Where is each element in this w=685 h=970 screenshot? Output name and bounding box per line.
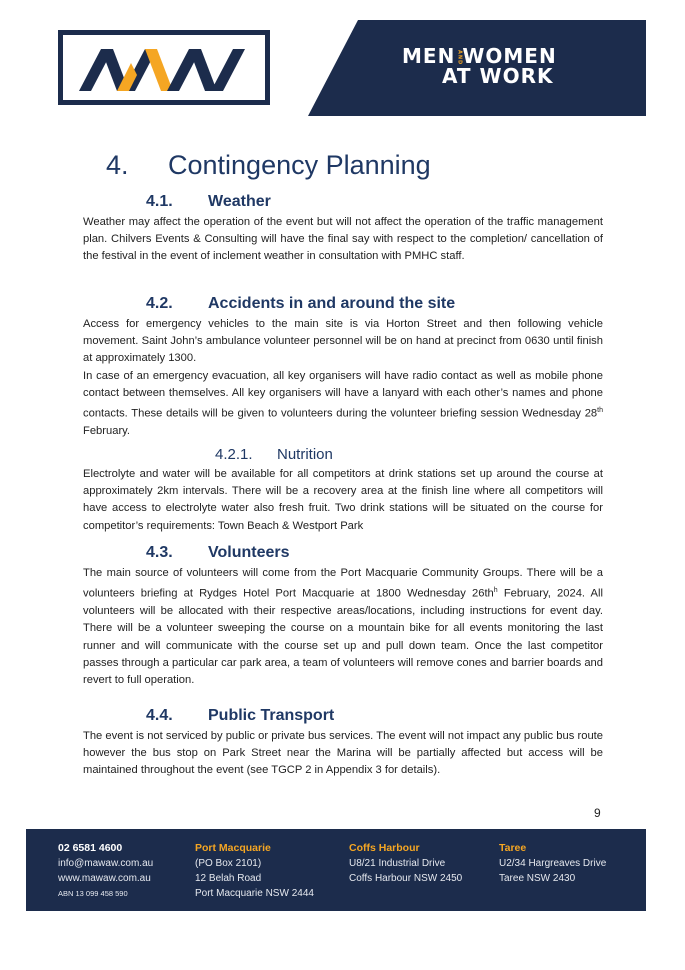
section-number: 4. bbox=[106, 150, 129, 180]
page-number: 9 bbox=[594, 806, 601, 820]
subsection-heading-public-transport: 4.4. Public Transport bbox=[146, 707, 335, 724]
footer-abn: ABN 13 099 458 590 bbox=[58, 889, 128, 898]
footer bbox=[26, 829, 646, 911]
weather-paragraph: Weather may affect the operation of the event but will not affect the operation of the traffic management plan. Chilvers Events & Consulting will have the final say with respect to the completion/ cancellation of the festival in the event of inclement weather in consultation with PMHC staff. bbox=[83, 216, 603, 263]
subsection-heading-accidents: 4.2. Accidents in and around the site bbox=[146, 295, 456, 312]
section-title: Contingency Planning bbox=[168, 150, 431, 180]
accidents-paragraph-1: Access for emergency vehicles to the main site is via Horton Street and then following vehicle movement. Saint John’s ambulance volunteer personnel will be on hand at precinct from 0630 until finish at approximately 1300. bbox=[83, 318, 603, 365]
subsection-heading-weather: 4.1. Weather bbox=[146, 193, 271, 210]
accidents-paragraph-2: In case of an emergency evacuation, all key organisers will have radio contact as well as mobile phone contact between themselves. All key organisers will have a lanyard with each other’s names and phone contacts. These details will be given to volunteers during the volunteer briefing session Wednesday 28th February. bbox=[83, 370, 603, 438]
footer-office-coffs-harbour: Coffs Harbour U8/21 Industrial Drive Coffs Harbour NSW 2450 bbox=[349, 842, 463, 884]
subsubsection-heading-nutrition: 4.2.1. Nutrition bbox=[215, 446, 333, 463]
footer-office-taree: Taree U2/34 Hargreaves Drive Taree NSW 2430 bbox=[499, 842, 607, 884]
brand-wordmark bbox=[402, 46, 622, 86]
footer-email[interactable]: info@mawaw.com.au bbox=[58, 858, 154, 869]
company-logo bbox=[58, 30, 270, 105]
nutrition-paragraph: Electrolyte and water will be available for all competitors at drink stations set up around the course at approximately 2km intervals. There will be a recovery area at the finish line where all competitors will have access to electrolyte water also fresh fruit. Two drink stations will be situated on the course for competitor’s requirements: Town Beach & Westport Park bbox=[83, 468, 603, 532]
section-heading bbox=[106, 150, 431, 181]
footer-contact bbox=[58, 841, 153, 901]
maw-logo-mark-icon bbox=[71, 41, 261, 96]
footer-office-port-macquarie: Port Macquarie (PO Box 2101) 12 Belah Road Port Macquarie NSW 2444 bbox=[195, 842, 314, 899]
subsection-heading-volunteers: 4.3. Volunteers bbox=[146, 544, 290, 561]
footer-phone: 02 6581 4600 bbox=[58, 842, 123, 854]
brand-and: AND bbox=[456, 49, 463, 66]
public-transport-paragraph: The event is not serviced by public or private bus services. The event will not impact any public bus route however the bus stop on Park Street near the Marina will be partially affected but access will be maintained throughout the event (see TGCP 2 in Appendix 3 for details). bbox=[83, 730, 603, 777]
footer-website[interactable]: www.mawaw.com.au bbox=[58, 873, 151, 884]
brand-men: MEN bbox=[402, 44, 456, 68]
volunteers-paragraph: The main source of volunteers will come from the Port Macquarie Community Groups. There will be a volunteers briefing at Rydges Hotel Port Macquarie at 1800 Wednesday $26th^h$ February, 2024. All volunteers will be allocated with their respective areas/locations, including instructions for event day. There will be a volunteer sweeping the course on a mountain bike for all events monitoring the last runner and will communicate with the course set up and pull down team. Once the last competitor passes through a particular car park area, a team of volunteers will remove cones and barrier boards and revert to full operation. bbox=[83, 567, 603, 686]
brand-at-work: AT WORK bbox=[442, 64, 554, 88]
brand-women: WOMEN bbox=[462, 44, 557, 68]
